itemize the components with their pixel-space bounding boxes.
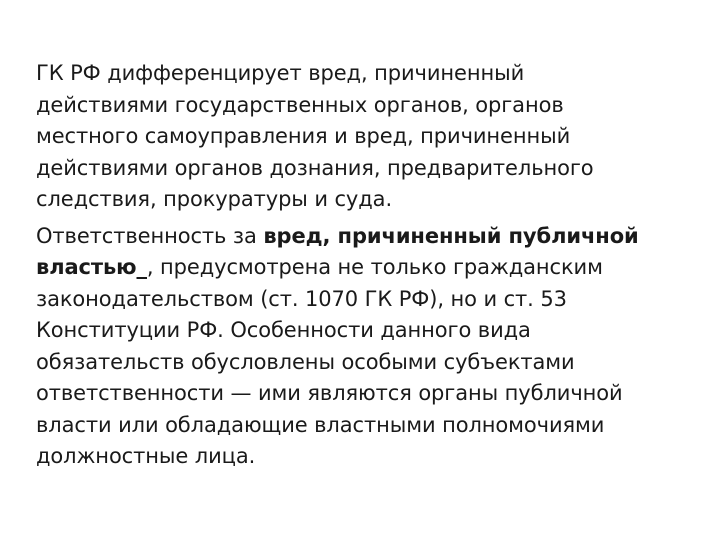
slide-body-text (36, 58, 696, 473)
text-segment: Ответственность за (36, 223, 264, 248)
footnote-marker: _ (136, 255, 147, 279)
text-line: законодательством (ст. 1070 ГК РФ), но и ст. 53 (36, 286, 567, 311)
text-line: ГК РФ дифференцирует вред, причиненный (36, 61, 525, 85)
text-segment: , предусмотрена не только гражданским (146, 255, 603, 279)
text-line: следствия, прокуратуры и суда. (36, 187, 393, 211)
text-line (36, 252, 696, 284)
text-line: обязательств обусловлены особыми субъектами (36, 349, 575, 374)
text-line: должностные лица. (36, 444, 256, 468)
paragraph-differentiation (36, 58, 696, 216)
text-line: ответственности — ими являются органы публичной (36, 381, 623, 405)
bold-term: вред, причиненный публичной (263, 223, 639, 248)
text-line: Конституции РФ. Особенности данного вида (36, 318, 531, 342)
text-line (36, 221, 696, 253)
bold-term: властью (36, 255, 137, 279)
text-line: действиями органов дознания, предварительного (36, 155, 594, 180)
text-line: власти или обладающие властными полномочиями (36, 412, 605, 437)
text-line: местного самоуправления и вред, причиненный (36, 124, 571, 148)
paragraph-liability (36, 221, 696, 473)
text-line: действиями государственных органов, органов (36, 92, 564, 117)
